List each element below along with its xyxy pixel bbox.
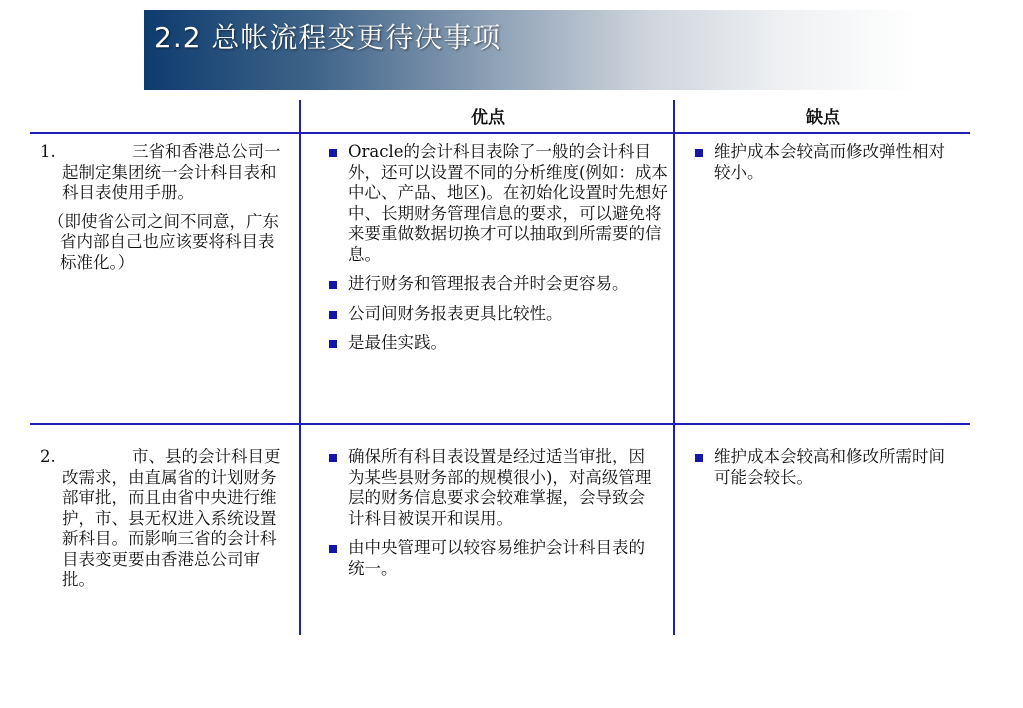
list-item: 确保所有科目表设置是经过适当审批，因为某些县财务部的规模很小)，对高级管理层的财务信息要求会较难掌握，会导致会计科目被误开和误用。	[328, 447, 658, 529]
page-title: 2.2 总帐流程变更待决事项	[154, 21, 502, 54]
list-item: 维护成本会较高和修改所需时间可能会较长。	[694, 447, 954, 488]
table-row-1-cons	[694, 142, 954, 192]
cons-list-1	[694, 142, 954, 183]
table-row-2-issue	[40, 447, 290, 591]
header-pros: 优点	[471, 108, 505, 128]
bullet-icon	[695, 454, 703, 462]
bullet-icon	[329, 545, 337, 553]
table-row-1-issue	[40, 142, 290, 273]
issue-2-number: 2.	[40, 447, 56, 466]
header-divider	[30, 132, 970, 134]
list-item: 是最佳实践。	[328, 333, 670, 354]
issue-1-text: 三省和香港总公司一起制定集团统一会计科目表和科目表使用手册。	[62, 142, 281, 202]
issue-1-number: 1.	[40, 142, 56, 161]
list-item: 进行财务和管理报表合并时会更容易。	[328, 274, 670, 295]
issue-2	[40, 447, 290, 591]
title-banner	[144, 10, 920, 90]
row-divider	[30, 423, 970, 425]
list-item: 公司间财务报表更具比较性。	[328, 304, 670, 325]
table-row-2-cons	[694, 447, 954, 497]
issue-1	[40, 142, 290, 204]
bullet-icon	[329, 149, 337, 157]
pros-list-2	[328, 447, 658, 579]
column-divider-1-bottom	[299, 425, 301, 635]
column-divider-2-bottom	[673, 425, 675, 635]
bullet-icon	[329, 311, 337, 319]
pros-list-1	[328, 142, 670, 354]
bullet-icon	[329, 281, 337, 289]
list-item: Oracle的会计科目表除了一般的会计科目外，还可以设置不同的分析维度(例如：成本中心、产品、地区)。在初始化设置时先想好中、长期财务管理信息的要求，可以避免将来要重做数据切换才可以抽取到所需要的信息。	[328, 142, 670, 265]
list-item: 由中央管理可以较容易维护会计科目表的统一。	[328, 538, 658, 579]
bullet-icon	[329, 454, 337, 462]
list-item: 维护成本会较高而修改弹性相对较小。	[694, 142, 954, 183]
cons-list-2	[694, 447, 954, 488]
column-divider-1-top	[299, 100, 301, 424]
table-row-2-pros	[328, 447, 658, 588]
issue-2-text: 市、县的会计科目更改需求，由直属省的计划财务部审批，而且由省中央进行维护，市、县无权进入系统设置新科目。而影响三省的会计科目表变更要由香港总公司审批。	[62, 447, 281, 589]
issue-1-note: （即使省公司之间不同意，广东省内部自己也应该要将科目表标准化。）	[48, 211, 279, 272]
column-divider-2-top	[673, 100, 675, 424]
bullet-icon	[329, 340, 337, 348]
header-cons: 缺点	[806, 108, 840, 128]
table-row-1-pros	[328, 142, 670, 363]
bullet-icon	[695, 149, 703, 157]
